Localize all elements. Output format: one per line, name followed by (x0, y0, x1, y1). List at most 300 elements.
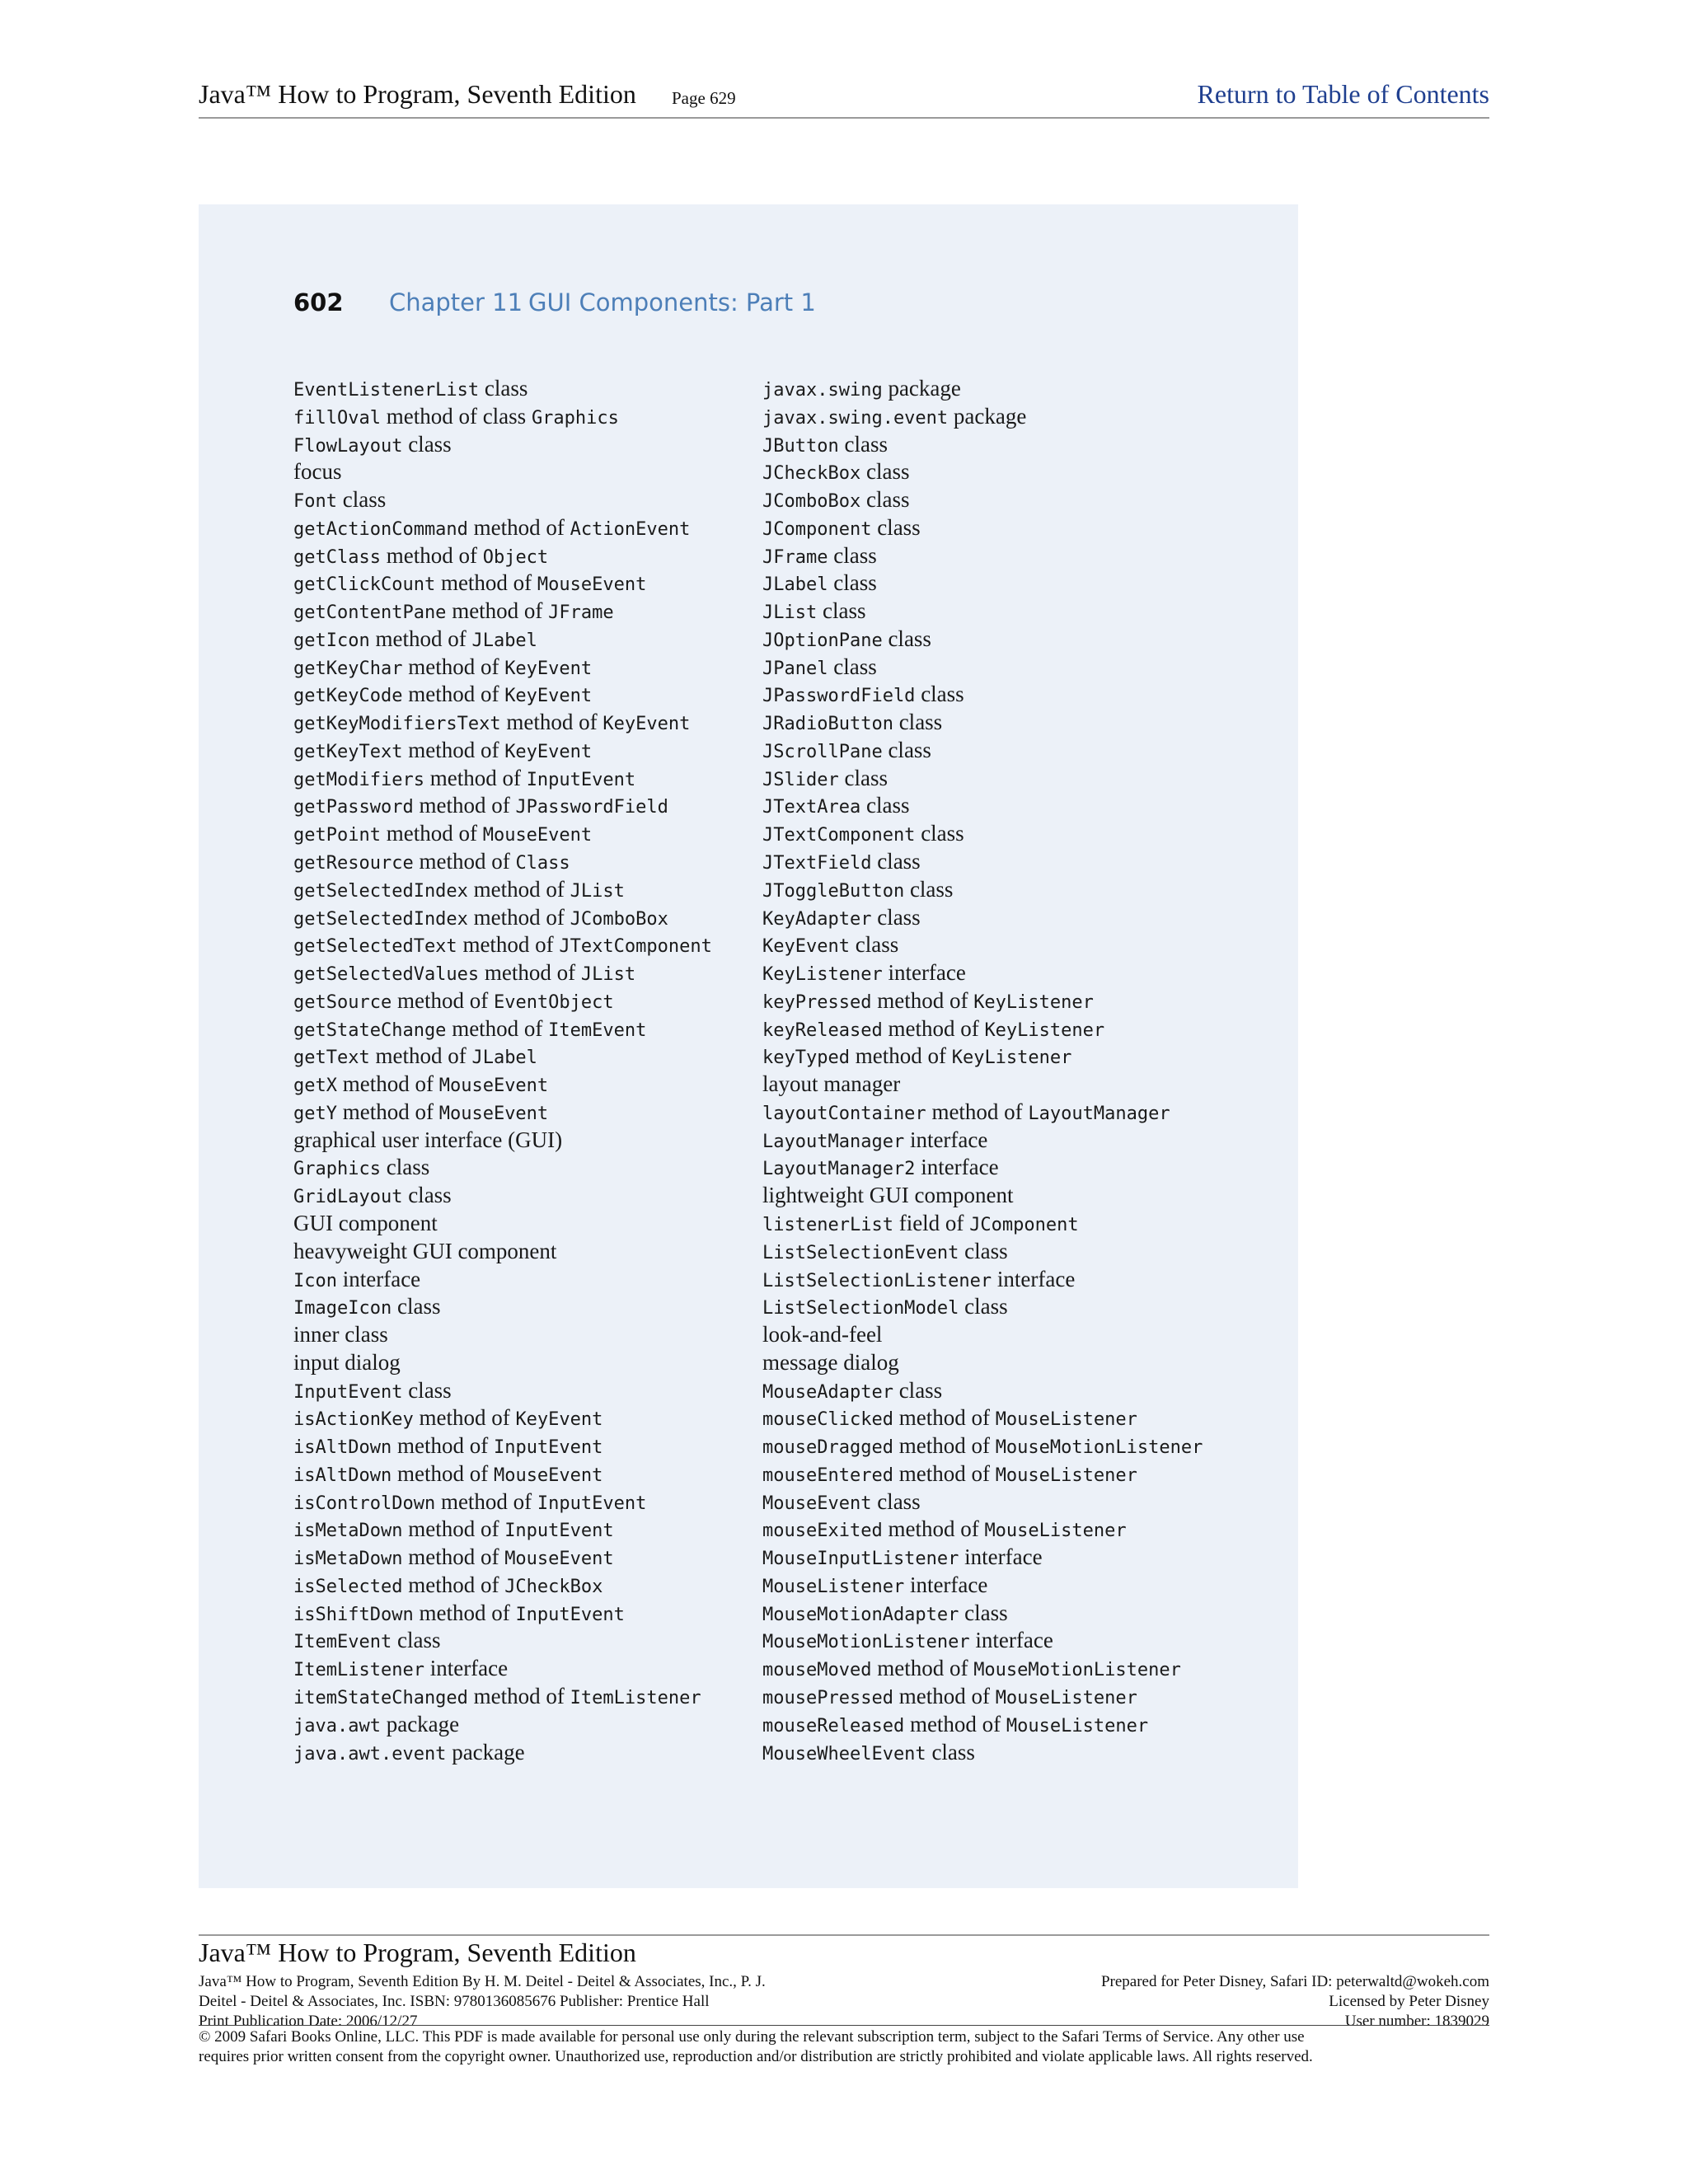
index-text: method of (500, 710, 603, 735)
index-entry (293, 654, 738, 682)
index-text: method of (467, 876, 570, 902)
index-text: interface (904, 1127, 988, 1152)
index-text: method of (893, 1405, 996, 1431)
index-text: method of (926, 1099, 1029, 1124)
code-term: JList (762, 602, 818, 624)
code-term: InputEvent (526, 769, 636, 790)
index-entry (293, 1516, 738, 1544)
code-term: LayoutManager (1028, 1103, 1170, 1124)
code-term: getSource (293, 991, 392, 1013)
code-term: java.awt (293, 1715, 381, 1736)
index-entry (762, 876, 1257, 904)
index-text: method of (402, 682, 505, 707)
index-entry (293, 569, 738, 598)
index-text: method of (467, 904, 570, 930)
index-text: class (871, 514, 921, 540)
code-term: MouseListener (995, 1409, 1137, 1431)
code-term: InputEvent (515, 1604, 625, 1625)
index-text: method of (336, 1071, 439, 1097)
index-entry (762, 1404, 1257, 1432)
index-entry (762, 1655, 1257, 1683)
index-text: class (893, 1377, 943, 1403)
return-to-toc-link[interactable]: Return to Table of Contents (1197, 79, 1489, 109)
index-entry (293, 987, 738, 1015)
index-entry (293, 1377, 738, 1405)
index-text: method of (479, 960, 581, 986)
index-entry (293, 1293, 738, 1321)
index-text: GUI component (293, 1210, 438, 1235)
code-term: KeyAdapter (762, 908, 872, 930)
code-term: MouseListener (984, 1521, 1127, 1542)
code-term: MouseEvent (438, 1103, 549, 1124)
code-term: JComponent (969, 1214, 1079, 1235)
index-text: class (392, 1294, 441, 1319)
index-entry (293, 375, 738, 403)
code-term: ImageIcon (293, 1298, 392, 1319)
code-term: keyReleased (762, 1019, 883, 1041)
index-text: inner class (293, 1322, 388, 1347)
copyright-notice: © 2009 Safari Books Online, LLC. This PDF is made available for personal use only during the relevant subscription term, subject to the Safari Terms of Service. Any other use (199, 2028, 1305, 2046)
index-text: method of (871, 1656, 974, 1681)
index-text: method of (392, 987, 494, 1013)
index-entry (293, 1099, 738, 1127)
index-entry (293, 709, 738, 737)
index-entry (293, 1655, 738, 1683)
code-term: mouseClicked (762, 1409, 893, 1431)
index-text: class (882, 626, 931, 651)
index-entry (293, 458, 738, 486)
footer-book-info: Print Publication Date: 2006/12/27 (199, 2013, 418, 2030)
code-term: MouseListener (995, 1687, 1137, 1708)
index-entry (293, 1127, 738, 1155)
index-text: class (871, 904, 921, 930)
code-term: keyTyped (762, 1047, 850, 1069)
index-entry (762, 1460, 1257, 1488)
index-entry (762, 1600, 1257, 1628)
code-term: getKeyChar (293, 658, 403, 679)
index-text: class (402, 1183, 452, 1208)
code-term: ItemListener (570, 1687, 701, 1708)
code-term: InputEvent (537, 1493, 647, 1514)
code-term: isActionKey (293, 1409, 414, 1431)
code-term: JFrame (762, 546, 828, 568)
code-term: KeyListener (984, 1019, 1105, 1041)
index-text: lightweight GUI component (762, 1183, 1014, 1208)
index-entry (293, 1210, 738, 1238)
index-entry (762, 1377, 1257, 1405)
index-entry (762, 458, 1257, 486)
code-term: JTextComponent (762, 825, 916, 846)
code-term: JLabel (471, 630, 537, 651)
index-text: method of (467, 1683, 570, 1708)
index-text: class (402, 431, 452, 457)
code-term: JToggleButton (762, 880, 905, 902)
index-entry (293, 1349, 738, 1377)
index-entry (762, 1266, 1257, 1294)
code-term: getClass (293, 546, 381, 568)
index-text: method of (849, 1043, 952, 1069)
code-term: mouseReleased (762, 1715, 905, 1736)
code-term: KeyListener (973, 991, 1094, 1013)
index-entry (293, 1182, 738, 1210)
code-term: InputEvent (293, 1381, 403, 1403)
code-term: JComponent (762, 518, 872, 540)
index-entry (762, 1127, 1257, 1155)
index-entry (762, 1627, 1257, 1655)
code-term: JOptionPane (762, 630, 883, 651)
index-text: package (380, 1711, 460, 1736)
index-text: look-and-feel (762, 1322, 883, 1347)
code-term: getIcon (293, 630, 370, 651)
index-entry (293, 1015, 738, 1043)
code-term: getSelectedValues (293, 964, 480, 986)
index-entry (762, 904, 1257, 932)
index-entry (762, 765, 1257, 793)
index-text: class (336, 487, 387, 513)
index-text: class (402, 1377, 452, 1403)
index-text: method of (457, 932, 560, 958)
code-term: fillOval (293, 407, 381, 429)
code-term: ItemEvent (548, 1019, 647, 1041)
code-term: JRadioButton (762, 714, 893, 735)
index-entry (762, 1015, 1257, 1043)
code-term: MouseEvent (482, 825, 593, 846)
code-term: JPasswordField (515, 797, 668, 818)
index-entry (762, 987, 1257, 1015)
index-text: method of (413, 793, 516, 818)
code-term: getModifiers (293, 769, 424, 790)
index-entry (762, 569, 1257, 598)
footer-book-info: Java™ How to Program, Seventh Edition By H. M. Deitel - Deitel & Associates, Inc., P. J. (199, 1973, 766, 1990)
index-text: focus (293, 459, 342, 485)
index-text: field of (893, 1210, 970, 1235)
index-entry (762, 375, 1257, 403)
index-text: class (828, 542, 877, 568)
code-term: isShiftDown (293, 1604, 414, 1625)
index-entry (293, 486, 738, 514)
index-entry (293, 1600, 738, 1628)
index-entry (762, 1210, 1257, 1238)
index-text: class (860, 459, 910, 485)
index-text: class (828, 654, 877, 679)
code-term: MouseMotionListener (995, 1437, 1203, 1459)
code-term: getPassword (293, 797, 414, 818)
code-term: listenerList (762, 1214, 893, 1235)
index-text: method of (402, 1516, 505, 1542)
code-term: KeyEvent (762, 936, 850, 958)
code-term: Class (515, 853, 570, 874)
code-term: InputEvent (493, 1437, 603, 1459)
code-term: getActionCommand (293, 518, 468, 540)
code-term: JComboBox (762, 491, 861, 513)
index-entry (293, 931, 738, 959)
index-text: class (828, 570, 877, 596)
code-term: KeyListener (762, 964, 883, 986)
code-term: JTextComponent (559, 936, 712, 958)
index-entry (293, 765, 738, 793)
code-term: EventObject (493, 991, 614, 1013)
index-text: method of (446, 598, 549, 624)
code-term: JList (570, 880, 625, 902)
code-term: getX (293, 1076, 337, 1097)
index-entry (762, 1238, 1257, 1266)
chapter-label: Chapter 11 (389, 288, 523, 316)
index-text: layout manager (762, 1071, 901, 1097)
index-entry (293, 1321, 738, 1349)
index-entry (293, 1266, 738, 1294)
index-entry (293, 1071, 738, 1099)
index-entry (293, 1154, 738, 1182)
code-term: isControlDown (293, 1493, 436, 1514)
code-term: getKeyModifiersText (293, 714, 501, 735)
index-entry (762, 626, 1257, 654)
index-text: method of (413, 1600, 516, 1625)
code-term: MouseEvent (438, 1076, 549, 1097)
index-entry (293, 737, 738, 765)
code-term: KeyEvent (515, 1409, 603, 1431)
code-term: Font (293, 491, 337, 513)
index-text: class (380, 1155, 430, 1180)
index-text: method of (882, 1516, 985, 1542)
index-entry (293, 1404, 738, 1432)
code-term: javax.swing.event (762, 407, 949, 429)
index-text: class (860, 487, 910, 513)
footer-license-info: Prepared for Peter Disney, Safari ID: peterwaltd@wokeh.com (1100, 1973, 1489, 1990)
code-term: InputEvent (504, 1521, 614, 1542)
code-term: FlowLayout (293, 435, 403, 457)
index-text: method of (369, 1043, 472, 1069)
index-text: method of (380, 542, 483, 568)
index-entry (762, 542, 1257, 570)
footer-license-info: User number: 1839029 (1344, 2013, 1489, 2030)
index-column-right (762, 375, 1257, 1766)
code-term: ListSelectionModel (762, 1298, 959, 1319)
code-term: Graphics (293, 1159, 381, 1180)
code-term: JButton (762, 435, 839, 457)
index-entry (293, 1572, 738, 1600)
code-term: getSelectedIndex (293, 880, 468, 902)
index-text: class (882, 737, 931, 762)
code-term: KeyListener (951, 1047, 1072, 1069)
index-entry (293, 542, 738, 570)
code-term: java.awt.event (293, 1743, 447, 1765)
code-term: JPasswordField (762, 686, 916, 707)
code-term: KeyEvent (603, 714, 691, 735)
index-entry (293, 792, 738, 820)
index-text: class (915, 682, 964, 707)
index-text: class (871, 1488, 921, 1514)
index-text: interface (969, 1628, 1053, 1653)
index-text: interface (992, 1266, 1076, 1291)
code-term: isMetaDown (293, 1521, 403, 1542)
index-entry (293, 626, 738, 654)
index-text: class (392, 1628, 441, 1653)
index-entry (762, 1739, 1257, 1767)
code-term: mouseDragged (762, 1437, 893, 1459)
code-term: MouseMotionListener (762, 1632, 970, 1653)
code-term: getStateChange (293, 1019, 447, 1041)
index-text: class (959, 1294, 1008, 1319)
code-term: getResource (293, 853, 414, 874)
index-entry (293, 403, 738, 431)
code-term: MouseMotionAdapter (762, 1604, 959, 1625)
index-text: interface (882, 960, 966, 986)
index-entry (762, 931, 1257, 959)
code-term: getClickCount (293, 574, 436, 596)
index-text: class (817, 598, 866, 624)
index-text: interface (904, 1572, 988, 1597)
code-term: getText (293, 1047, 370, 1069)
code-term: JScrollPane (762, 741, 883, 762)
index-entry (293, 1739, 738, 1767)
index-text: method of (424, 765, 527, 790)
index-text: method of (893, 1460, 996, 1486)
index-entry (293, 1460, 738, 1488)
index-column-left (293, 375, 738, 1766)
code-term: MouseInputListener (762, 1549, 959, 1570)
index-text: method of (435, 570, 537, 596)
code-term: MouseWheelEvent (762, 1743, 926, 1765)
code-term: MouseEvent (762, 1493, 872, 1514)
index-entry (762, 1349, 1257, 1377)
code-term: MouseListener (1006, 1715, 1149, 1736)
code-term: mousePressed (762, 1687, 893, 1708)
index-entry (293, 820, 738, 848)
index-text: graphical user interface (GUI) (293, 1127, 563, 1152)
code-term: Graphics (531, 407, 619, 429)
code-term: mouseMoved (762, 1660, 872, 1681)
index-entry (293, 959, 738, 987)
index-entry (762, 654, 1257, 682)
index-entry (293, 514, 738, 542)
code-term: JCheckBox (762, 463, 861, 485)
index-entry (293, 1432, 738, 1460)
code-term: mouseEntered (762, 1465, 893, 1486)
index-entry (762, 403, 1257, 431)
code-term: getContentPane (293, 602, 447, 624)
index-text: method of (392, 1460, 494, 1486)
index-entry (762, 848, 1257, 876)
index-text: method of (392, 1433, 494, 1459)
index-text: method of (893, 1433, 996, 1459)
footer-book-info: Deitel - Deitel & Associates, Inc. ISBN: 9780136085676 Publisher: Prentice Hall (199, 1993, 710, 2010)
code-term: MouseMotionListener (973, 1660, 1181, 1681)
code-term: LayoutManager (762, 1131, 905, 1152)
index-text: method of class (380, 403, 532, 429)
index-entry (762, 1572, 1257, 1600)
code-term: MouseListener (995, 1465, 1137, 1486)
index-entry (762, 681, 1257, 709)
code-term: MouseEvent (504, 1549, 614, 1570)
code-term: KeyEvent (504, 658, 593, 679)
index-text: class (893, 710, 943, 735)
index-entry (762, 1182, 1257, 1210)
copyright-notice: requires prior written consent from the copyright owner. Unauthorized use, reproduction and/or distribution are strictly prohibited and violate applicable laws. All rights reserved. (199, 2048, 1313, 2065)
index-entry (762, 431, 1257, 459)
code-term: JComboBox (570, 908, 668, 930)
index-entry (762, 1293, 1257, 1321)
index-entry (293, 598, 738, 626)
index-text: class (959, 1600, 1008, 1625)
code-term: ItemListener (293, 1660, 424, 1681)
index-text: method of (413, 849, 516, 874)
code-term: keyPressed (762, 991, 872, 1013)
index-text: method of (446, 1015, 549, 1041)
code-term: ActionEvent (570, 518, 691, 540)
index-entry (293, 431, 738, 459)
chapter-title: GUI Components: Part 1 (528, 288, 816, 316)
footer-license-info: Licensed by Peter Disney (1329, 1993, 1489, 2010)
index-text: class (915, 821, 964, 846)
index-entry (762, 598, 1257, 626)
code-term: JFrame (548, 602, 614, 624)
index-entry (293, 876, 738, 904)
code-term: getSelectedText (293, 936, 457, 958)
index-text: heavyweight GUI component (293, 1238, 557, 1263)
index-entry (762, 1071, 1257, 1099)
index-entry (762, 1043, 1257, 1071)
index-entry (293, 1544, 738, 1572)
code-term: itemStateChanged (293, 1687, 468, 1708)
page-number: 602 (293, 288, 344, 316)
index-text: class (959, 1238, 1008, 1263)
code-term: isMetaDown (293, 1549, 403, 1570)
index-entry (762, 486, 1257, 514)
index-text: class (479, 376, 528, 401)
index-text: method of (336, 1099, 439, 1124)
index-entry (293, 1627, 738, 1655)
index-text: method of (402, 737, 505, 762)
code-term: KeyEvent (504, 741, 593, 762)
index-entry (293, 1488, 738, 1516)
index-entry (762, 709, 1257, 737)
index-entry (762, 737, 1257, 765)
code-term: Object (482, 546, 549, 568)
index-text: input dialog (293, 1349, 401, 1375)
code-term: ListSelectionListener (762, 1270, 992, 1291)
code-term: LayoutManager2 (762, 1159, 916, 1180)
index-text: method of (882, 1015, 985, 1041)
code-term: JTextArea (762, 797, 861, 818)
index-text: package (446, 1739, 525, 1765)
index-entry (762, 1154, 1257, 1182)
code-term: getPoint (293, 825, 381, 846)
index-entry (762, 1488, 1257, 1516)
code-term: JCheckBox (504, 1576, 603, 1597)
code-term: Icon (293, 1270, 337, 1291)
footer-divider (199, 1934, 1489, 1936)
index-text: interface (424, 1656, 509, 1681)
index-entry (293, 681, 738, 709)
page-label: Page 629 (672, 88, 736, 108)
index-text: message dialog (762, 1349, 899, 1375)
code-term: MouseAdapter (762, 1381, 893, 1403)
index-entry (293, 848, 738, 876)
code-term: JPanel (762, 658, 828, 679)
index-text: method of (380, 821, 483, 846)
code-term: isAltDown (293, 1465, 392, 1486)
index-entry (293, 1238, 738, 1266)
index-text: method of (413, 1405, 516, 1431)
code-term: MouseEvent (493, 1465, 603, 1486)
code-term: KeyEvent (504, 686, 593, 707)
index-entry (293, 1711, 738, 1739)
index-entry (762, 1683, 1257, 1711)
code-term: getKeyText (293, 741, 403, 762)
code-term: MouseEvent (537, 574, 647, 596)
index-text: class (926, 1739, 975, 1765)
index-text: method of (467, 514, 570, 540)
